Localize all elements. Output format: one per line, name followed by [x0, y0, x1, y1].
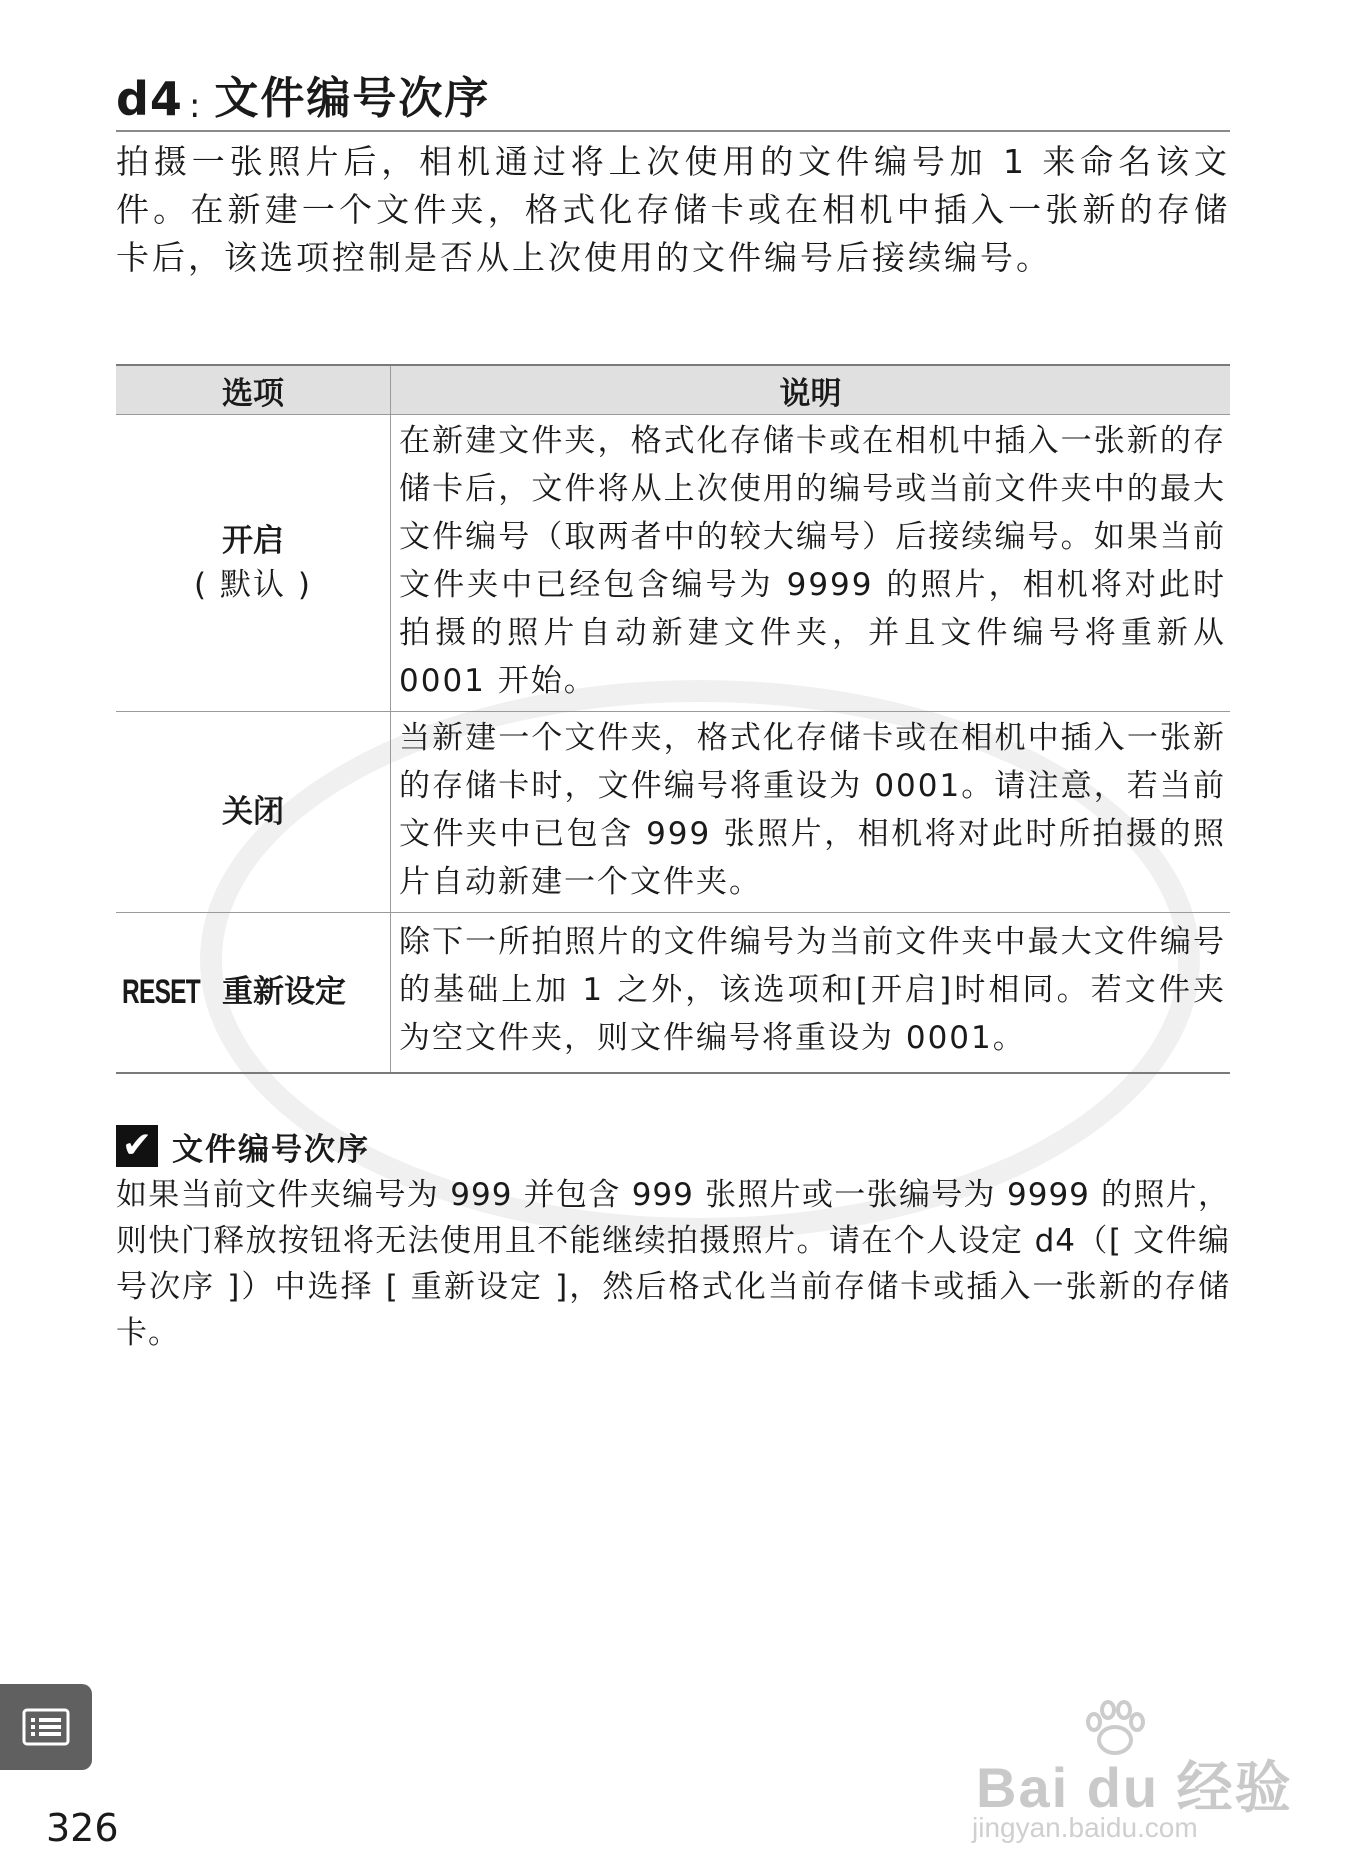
options-table — [116, 364, 1230, 1074]
section-title: 文件编号次序 — [214, 73, 491, 124]
reset-icon: RESET — [122, 972, 201, 1011]
note-title: 文件编号次序 — [172, 1131, 370, 1168]
option-description: 除下一所拍照片的文件编号为当前文件夹中最大文件编号的基础上加 1 之外，该选项和[开启]时相同。若文件夹为空文件夹，则文件编号将重设为 0001。 — [391, 913, 1231, 1073]
baidu-logo: Bai du 经验 — [976, 1756, 1293, 1819]
column-header-description: 说明 — [391, 365, 1231, 415]
table-row — [116, 712, 1230, 913]
option-cell — [116, 712, 391, 913]
section-separator: : — [188, 86, 201, 126]
menu-section-tab[interactable] — [0, 1684, 92, 1770]
note-body: 如果当前文件夹编号为 999 并包含 999 张照片或一张编号为 9999 的照片，则快门释放按钮将无法使用且不能继续拍摄照片。请在个人设定 d4（[ 文件编号次序 ]）中选择 [ 重新设定 ]，然后格式化当前存储卡或插入一张新的存储卡。 — [116, 1177, 1230, 1351]
column-header-option: 选项 — [116, 365, 391, 415]
option-name: 开启 — [222, 523, 284, 559]
option-name: 关闭 — [222, 794, 284, 830]
section-heading — [116, 72, 1230, 132]
default-tag: ( 默认 ) — [194, 567, 312, 603]
menu-list-icon — [22, 1708, 70, 1746]
option-cell — [116, 913, 391, 1073]
option-description: 在新建文件夹，格式化存储卡或在相机中插入一张新的存储卡后，文件将从上次使用的编号或当前文件夹中的最大文件编号（取两者中的较大编号）后接续编号。如果当前文件夹中已经包含编号为 9999 的照片，相机将对此时拍摄的照片自动新建文件夹，并且文件编号将重新从 0001 开始。 — [391, 415, 1231, 712]
baidu-url: jingyan.baidu.com — [972, 1812, 1198, 1843]
baidu-watermark — [970, 1700, 1310, 1850]
checkmark-icon: ✔ — [116, 1125, 158, 1167]
table-row — [116, 415, 1230, 712]
note-heading — [116, 1124, 370, 1168]
page-number: 326 — [46, 1806, 119, 1850]
section-code: d4 — [116, 72, 183, 126]
intro-paragraph: 拍摄一张照片后，相机通过将上次使用的文件编号加 1 来命名该文件。在新建一个文件夹，格式化存储卡或在相机中插入一张新的存储卡后，该选项控制是否从上次使用的文件编号后接续编号。 — [116, 142, 1230, 277]
option-cell — [116, 415, 391, 712]
table-header-row — [116, 365, 1230, 415]
option-description: 当新建一个文件夹，格式化存储卡或在相机中插入一张新的存储卡时，文件编号将重设为 0001。请注意，若当前文件夹中已包含 999 张照片，相机将对此时所拍摄的照片自动新建一个文件夹。 — [391, 712, 1231, 913]
option-name: 重新设定 — [222, 974, 346, 1011]
table-row — [116, 913, 1230, 1073]
reset-option — [116, 970, 390, 1014]
